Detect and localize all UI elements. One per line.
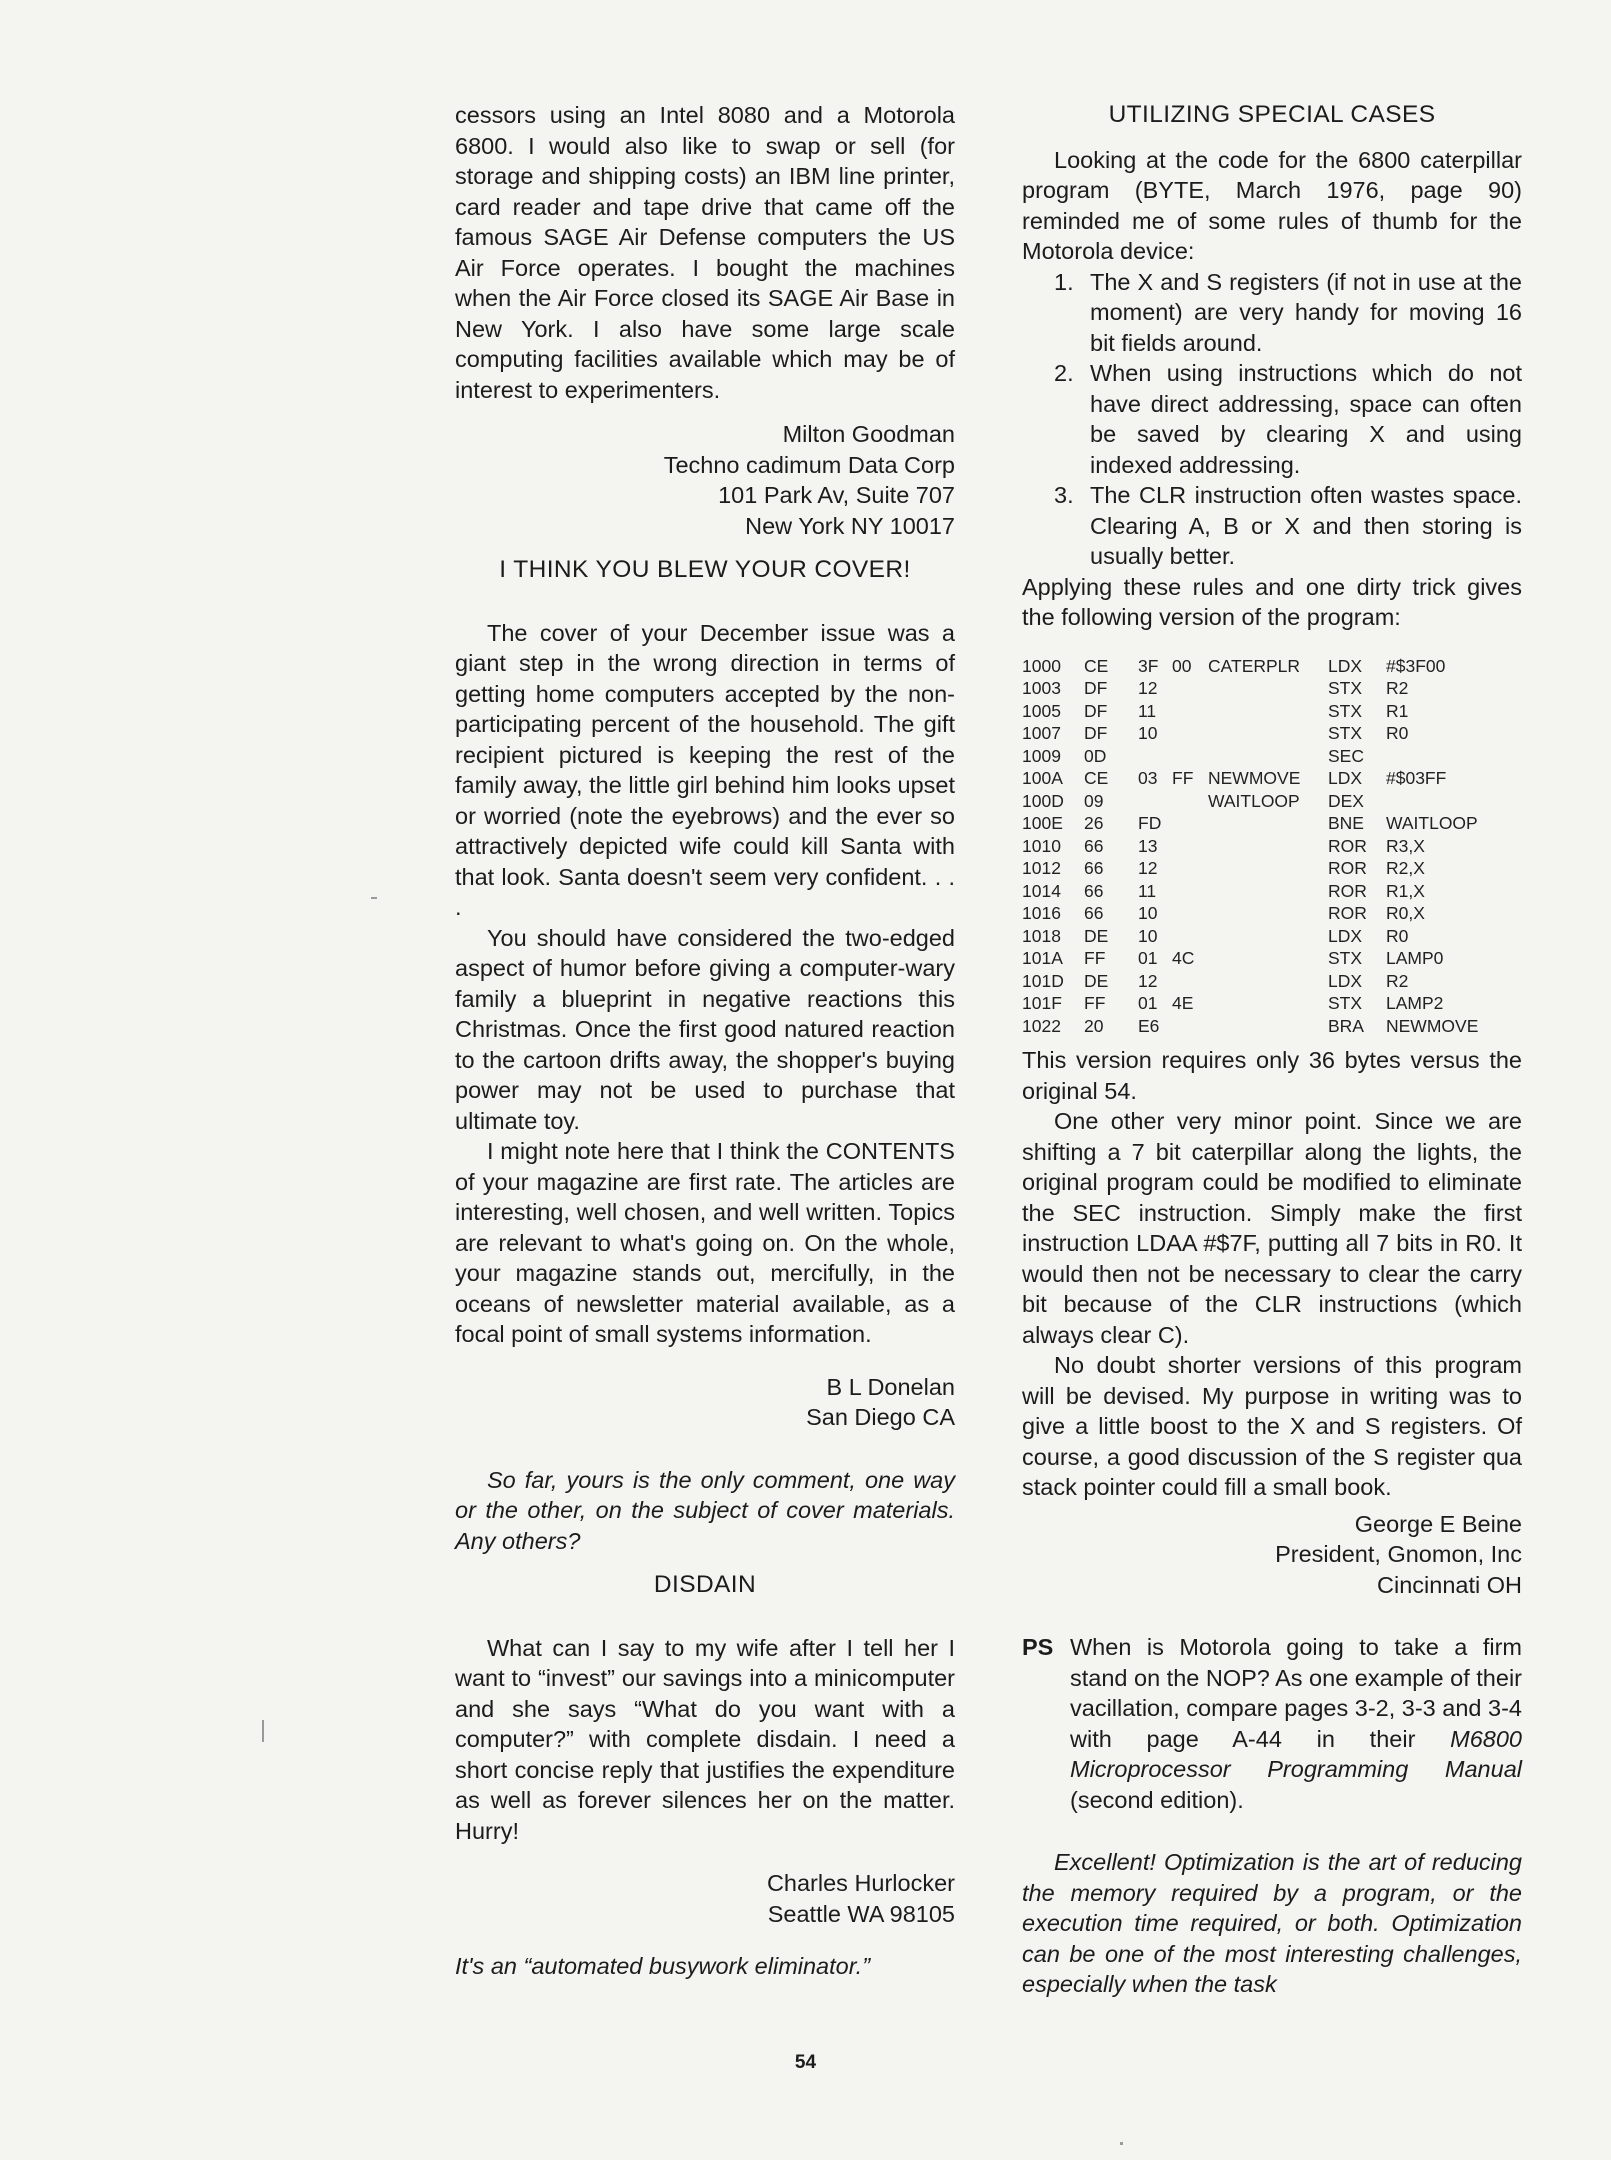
code-mnemonic: LDX	[1328, 768, 1363, 788]
special-cases-intro: Looking at the code for the 6800 caterpillar program (BYTE, March 1976, page 90) reminded me of some rules of thumb for the Motorola device:	[1022, 146, 1522, 264]
code-operand-2	[1172, 1015, 1208, 1038]
code-operand-2	[1172, 677, 1208, 700]
editor-reply-optimization: Excellent! Optimization is the art of reducing the memory required by a program, or the execution time required, or both. Optimization can be one of the most interesting challenges, especially when the task	[1022, 1849, 1522, 1997]
signature-line: New York NY 10017	[745, 512, 955, 539]
code-argument: LAMP2	[1386, 993, 1444, 1013]
table-row	[1022, 835, 1520, 858]
table-row	[1022, 700, 1520, 723]
code-label	[1208, 902, 1328, 925]
code-operand-2	[1172, 902, 1208, 925]
code-argument: #$3F00	[1386, 655, 1446, 676]
code-opcode: 0D	[1084, 745, 1107, 766]
table-row	[1022, 902, 1520, 925]
ps-text-b: (second edition).	[1070, 1786, 1244, 1813]
code-mnemonic: LDX	[1328, 925, 1363, 946]
code-address: 100D	[1022, 790, 1064, 811]
code-argument: R2,X	[1386, 858, 1425, 878]
code-argument: R2	[1386, 970, 1409, 991]
code-mnemonic: ROR	[1328, 880, 1367, 901]
code-label	[1208, 947, 1328, 970]
rule-number: 2.	[1054, 360, 1074, 386]
code-opcode: DE	[1084, 970, 1109, 991]
code-label: WAITLOOP	[1208, 790, 1300, 811]
signature-line: Cincinnati OH	[1377, 1571, 1522, 1598]
code-label	[1208, 677, 1328, 700]
code-argument: R0	[1386, 723, 1409, 743]
no-doubt-paragraph: No doubt shorter versions of this program will be devised. My purpose in writing was to give a little boost to the X and S registers. Of course, a good discussion of the S register qua stack pointer could fill a small book.	[1022, 1352, 1522, 1500]
code-operand-1: FD	[1138, 813, 1162, 833]
signature-beine	[1022, 1509, 1522, 1601]
code-opcode: DF	[1084, 678, 1108, 698]
table-row	[1022, 925, 1520, 948]
code-address: 1000	[1022, 655, 1061, 676]
code-address: 1012	[1022, 858, 1061, 878]
code-operand-1: 01	[1138, 948, 1158, 968]
code-operand-2: 00	[1172, 655, 1192, 676]
code-operand-1: 11	[1138, 880, 1157, 901]
minor-point-paragraph: One other very minor point. Since we are shifting a 7 bit caterpillar along the lights, the original program could be modified to eliminate the SEC instruction. Simply make the first instruction LDAA #$7F, putting all 7 bits in R0. It would then not be necessary to clear the carry bit because of the CLR instructions (which always clear C).	[1022, 1108, 1522, 1348]
heading-cover: I THINK YOU BLEW YOUR COVER!	[499, 556, 911, 583]
code-argument: R2	[1386, 678, 1409, 698]
ps-text-a: When is Motorola going to take a firm stand on the NOP? As one example of their vacillation, compare pages 3-2, 3-3 and 3-4 with page A-44 in their	[1070, 1634, 1522, 1752]
code-label: CATERPLR	[1208, 655, 1301, 676]
code-mnemonic: BRA	[1328, 1015, 1364, 1036]
code-argument: NEWMOVE	[1386, 1015, 1479, 1036]
code-label	[1208, 857, 1328, 880]
code-opcode: 20	[1084, 1015, 1104, 1036]
table-row	[1022, 1015, 1520, 1038]
code-argument	[1386, 745, 1520, 768]
code-argument: LAMP0	[1386, 948, 1444, 968]
code-operand-1	[1138, 745, 1172, 768]
code-operand-2	[1172, 880, 1208, 903]
signature-line: Charles Hurlocker	[766, 1870, 955, 1896]
code-operand-2	[1172, 790, 1208, 813]
postscript	[1022, 1632, 1522, 1815]
code-mnemonic: LDX	[1328, 970, 1363, 991]
letter-cover-paragraph: You should have considered the two-edged aspect of humor before giving a computer-wary family a blueprint in negative reactions this Christmas. Once the first good natured reaction to the cartoon drifts away, the shopper's buying power may not be used to purchase that ultimate toy.	[455, 924, 955, 1134]
code-operand-1: 13	[1138, 835, 1158, 856]
code-label	[1208, 835, 1328, 858]
ps-label: PS	[1022, 1634, 1054, 1660]
code-mnemonic: STX	[1328, 948, 1363, 968]
code-listing	[1022, 655, 1520, 1038]
code-address: 101F	[1022, 993, 1062, 1013]
code-operand-2: FF	[1172, 768, 1194, 788]
signature-line: President, Gnomon, Inc	[1275, 1541, 1522, 1567]
signature-line: 101 Park Av, Suite 707	[718, 482, 955, 508]
code-label	[1208, 812, 1328, 835]
rule-number: 1.	[1054, 268, 1074, 295]
table-row	[1022, 790, 1520, 813]
signature-line: George E Beine	[1354, 1510, 1522, 1537]
code-label	[1208, 722, 1328, 745]
table-row	[1022, 992, 1520, 1015]
code-operand-1: 01	[1138, 993, 1158, 1013]
code-argument: R1	[1386, 700, 1409, 721]
code-operand-2: 4C	[1172, 948, 1195, 968]
code-address: 1014	[1022, 880, 1061, 901]
letter-cover-paragraph: The cover of your December issue was a giant step in the wrong direction in terms of getting home computers accepted by the non-participating percent of the household. The gift recipient pictured is keeping the rest of the family away, the little girl behind him looks upset or worried (note the eyebrows) and the ever so attractively depicted wife could kill Santa with that look. Santa doesn't seem very confident. . . .	[455, 619, 955, 920]
ps-manual-title: M6800 Microprocessor Programming Manual	[1070, 1725, 1522, 1782]
code-opcode: 66	[1084, 835, 1104, 856]
code-address: 101D	[1022, 970, 1064, 991]
heading-special-cases: UTILIZING SPECIAL CASES	[1108, 101, 1436, 128]
code-operand-1	[1138, 790, 1172, 813]
code-operand-2: 4E	[1172, 993, 1194, 1013]
code-mnemonic: STX	[1328, 993, 1363, 1013]
scan-speck	[371, 897, 377, 899]
rule-number: 3.	[1054, 482, 1074, 508]
code-opcode: DE	[1084, 925, 1109, 946]
list-item	[1022, 358, 1522, 480]
code-operand-2	[1172, 722, 1208, 745]
signature-line: B L Donelan	[826, 1373, 955, 1400]
code-operand-1: 10	[1138, 925, 1158, 946]
code-opcode: FF	[1084, 993, 1106, 1013]
code-operand-1: 12	[1138, 858, 1158, 878]
heading-disdain: DISDAIN	[653, 1571, 757, 1598]
table-row	[1022, 677, 1520, 700]
code-mnemonic: SEC	[1328, 745, 1364, 766]
code-label	[1208, 700, 1328, 723]
code-operand-1: 12	[1138, 678, 1158, 698]
code-address: 1022	[1022, 1015, 1061, 1036]
code-opcode: 09	[1084, 790, 1104, 811]
code-address: 1009	[1022, 745, 1061, 766]
code-argument: R1,X	[1386, 880, 1425, 901]
applying-rules-text: Applying these rules and one dirty trick gives the following version of the program:	[1022, 573, 1522, 630]
table-row	[1022, 857, 1520, 880]
code-argument: R0	[1386, 925, 1409, 946]
code-operand-1: E6	[1138, 1015, 1160, 1036]
code-operand-2	[1172, 812, 1208, 835]
code-operand-2	[1172, 925, 1208, 948]
code-operand-2	[1172, 835, 1208, 858]
after-code-text: This version requires only 36 bytes versus the original 54.	[1022, 1047, 1522, 1104]
code-address: 1018	[1022, 925, 1061, 946]
code-argument: #$03FF	[1386, 768, 1447, 788]
code-label	[1208, 1015, 1328, 1038]
code-label: NEWMOVE	[1208, 768, 1301, 788]
code-mnemonic: LDX	[1328, 655, 1363, 676]
code-mnemonic: ROR	[1328, 835, 1367, 856]
list-item	[1022, 267, 1522, 359]
signature-line: Seattle WA 98105	[767, 1900, 955, 1927]
code-operand-2	[1172, 970, 1208, 993]
table-row	[1022, 947, 1520, 970]
code-address: 100E	[1022, 813, 1063, 833]
scan-speck	[1120, 2142, 1123, 2145]
code-opcode: 66	[1084, 858, 1104, 878]
code-operand-1: 10	[1138, 723, 1158, 743]
code-address: 1016	[1022, 903, 1061, 923]
letter-disdain-body: What can I say to my wife after I tell her I want to “invest” our savings into a minicomputer and she says “What do you want with a computer?” with complete disdain. I need a short concise reply that justifies the expenditure as well as forever silences her on the matter. Hurry!	[455, 1634, 955, 1844]
code-argument: WAITLOOP	[1386, 813, 1478, 833]
right-column	[1022, 100, 1522, 2000]
table-row	[1022, 880, 1520, 903]
code-opcode: 66	[1084, 903, 1104, 923]
code-operand-1: 11	[1138, 700, 1157, 721]
code-argument: R0,X	[1386, 903, 1425, 923]
editor-reply-disdain: It's an “automated busywork eliminator.”	[455, 1953, 871, 1979]
table-row	[1022, 812, 1520, 835]
scan-speck	[262, 1720, 264, 1742]
signature-line: San Diego CA	[806, 1404, 955, 1430]
signature-goodman	[455, 419, 955, 541]
code-address: 101A	[1022, 948, 1063, 968]
table-row	[1022, 745, 1520, 768]
code-operand-1: 3F	[1138, 655, 1159, 676]
signature-line: Milton Goodman	[782, 421, 955, 447]
code-label	[1208, 745, 1328, 768]
code-operand-1: 10	[1138, 903, 1158, 923]
left-column	[455, 100, 955, 1982]
code-mnemonic: BNE	[1328, 813, 1364, 833]
page-number: 54	[794, 2052, 817, 2073]
code-operand-1: 12	[1138, 970, 1158, 991]
rule-text: When using instructions which do not have direct addressing, space can often be saved by clearing X and using indexed addressing.	[1090, 360, 1522, 478]
code-mnemonic: DEX	[1328, 790, 1364, 811]
code-label	[1208, 880, 1328, 903]
rules-list	[1022, 267, 1522, 572]
code-address: 1003	[1022, 678, 1061, 698]
table-row	[1022, 767, 1520, 790]
code-argument	[1386, 790, 1520, 813]
ps-text	[1070, 1632, 1522, 1815]
code-opcode: DF	[1084, 723, 1108, 743]
code-mnemonic: STX	[1328, 700, 1363, 721]
signature-donelan	[455, 1372, 955, 1433]
code-operand-2	[1172, 745, 1208, 768]
table-row	[1022, 722, 1520, 745]
code-address: 1010	[1022, 835, 1061, 856]
editor-reply-cover: So far, yours is the only comment, one way or the other, on the subject of cover materials. Any others?	[455, 1466, 955, 1554]
code-opcode: DF	[1084, 700, 1108, 721]
code-opcode: CE	[1084, 768, 1109, 788]
code-argument: R3,X	[1386, 835, 1425, 856]
code-opcode: FF	[1084, 948, 1106, 968]
code-label	[1208, 970, 1328, 993]
code-operand-1: 03	[1138, 768, 1158, 788]
code-label	[1208, 925, 1328, 948]
table-row	[1022, 655, 1520, 678]
code-address: 1005	[1022, 700, 1061, 721]
code-address: 1007	[1022, 723, 1061, 743]
signature-hurlocker	[455, 1868, 955, 1929]
code-mnemonic: ROR	[1328, 903, 1367, 923]
table-row	[1022, 970, 1520, 993]
rule-text: The CLR instruction often wastes space. Clearing A, B or X and then storing is usually better.	[1090, 482, 1522, 569]
code-opcode: 66	[1084, 880, 1104, 901]
code-mnemonic: ROR	[1328, 858, 1367, 878]
rule-text: The X and S registers (if not in use at the moment) are very handy for moving 16 bit fields around.	[1090, 268, 1522, 356]
code-mnemonic: STX	[1328, 723, 1363, 743]
code-operand-2	[1172, 857, 1208, 880]
code-address: 100A	[1022, 768, 1063, 788]
list-item	[1022, 480, 1522, 572]
code-opcode: 26	[1084, 813, 1104, 833]
code-opcode: CE	[1084, 655, 1109, 676]
letter-goodman-body: cessors using an Intel 8080 and a Motorola 6800. I would also like to swap or sell (for storage and shipping costs) an IBM line printer, card reader and tape drive that came off the famous SAGE Air Defense computers the US Air Force operates. I bought the machines when the Air Force closed its SAGE Air Base in New York. I also have some large scale computing facilities available which may be of interest to experimenters.	[455, 102, 955, 403]
letter-cover-paragraph: I might note here that I think the CONTENTS of your magazine are first rate. The articles are interesting, well chosen, and well written. Topics are relevant to what's going on. On the whole, your magazine stands out, mercifully, in the oceans of newsletter material available, as a focal point of small systems information.	[455, 1138, 955, 1347]
signature-line: Techno cadimum Data Corp	[663, 451, 955, 478]
code-listing-body	[1022, 655, 1520, 1038]
code-operand-2	[1172, 700, 1208, 723]
code-label	[1208, 992, 1328, 1015]
code-mnemonic: STX	[1328, 678, 1363, 698]
